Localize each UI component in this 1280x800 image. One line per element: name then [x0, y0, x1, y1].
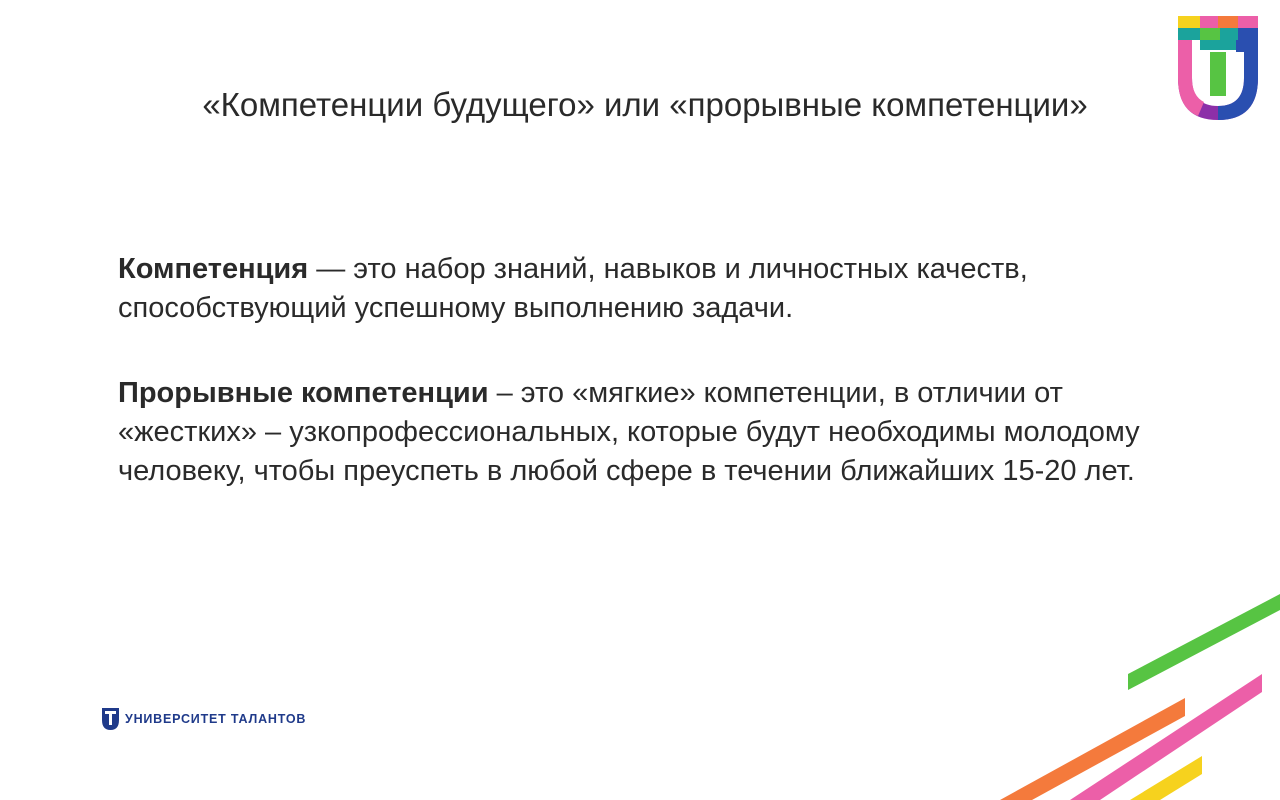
definition-breakthrough-competences — [118, 374, 1208, 491]
diagonal-stripes-decoration — [980, 580, 1280, 800]
term-competence: Компетенция — [118, 253, 309, 285]
university-of-talents-logo-icon — [1176, 16, 1260, 122]
footer-brand-text: УНИВЕРСИТЕТ ТАЛАНТОВ — [125, 712, 307, 726]
slide-body — [118, 250, 1208, 537]
definition-competence — [118, 250, 1208, 328]
definition-breakthrough-text: – это «мягкие» компетенции, в отличии от «жестких» – узкопрофессиональных, которые будут необходимы молодому человеку, чтобы преуспеть в любой сфере в течении ближайших 15-20 лет. — [118, 377, 1140, 487]
term-breakthrough-competences: Прорывные компетенции — [118, 377, 489, 409]
university-shield-icon — [101, 707, 120, 731]
slide-title: «Компетенции будущего» или «прорывные компетенции» — [202, 86, 1088, 123]
footer-brand — [101, 707, 306, 731]
definition-competence-text: — это набор знаний, навыков и личностных качеств, способствующий успешному выполнению задачи. — [118, 253, 1028, 324]
